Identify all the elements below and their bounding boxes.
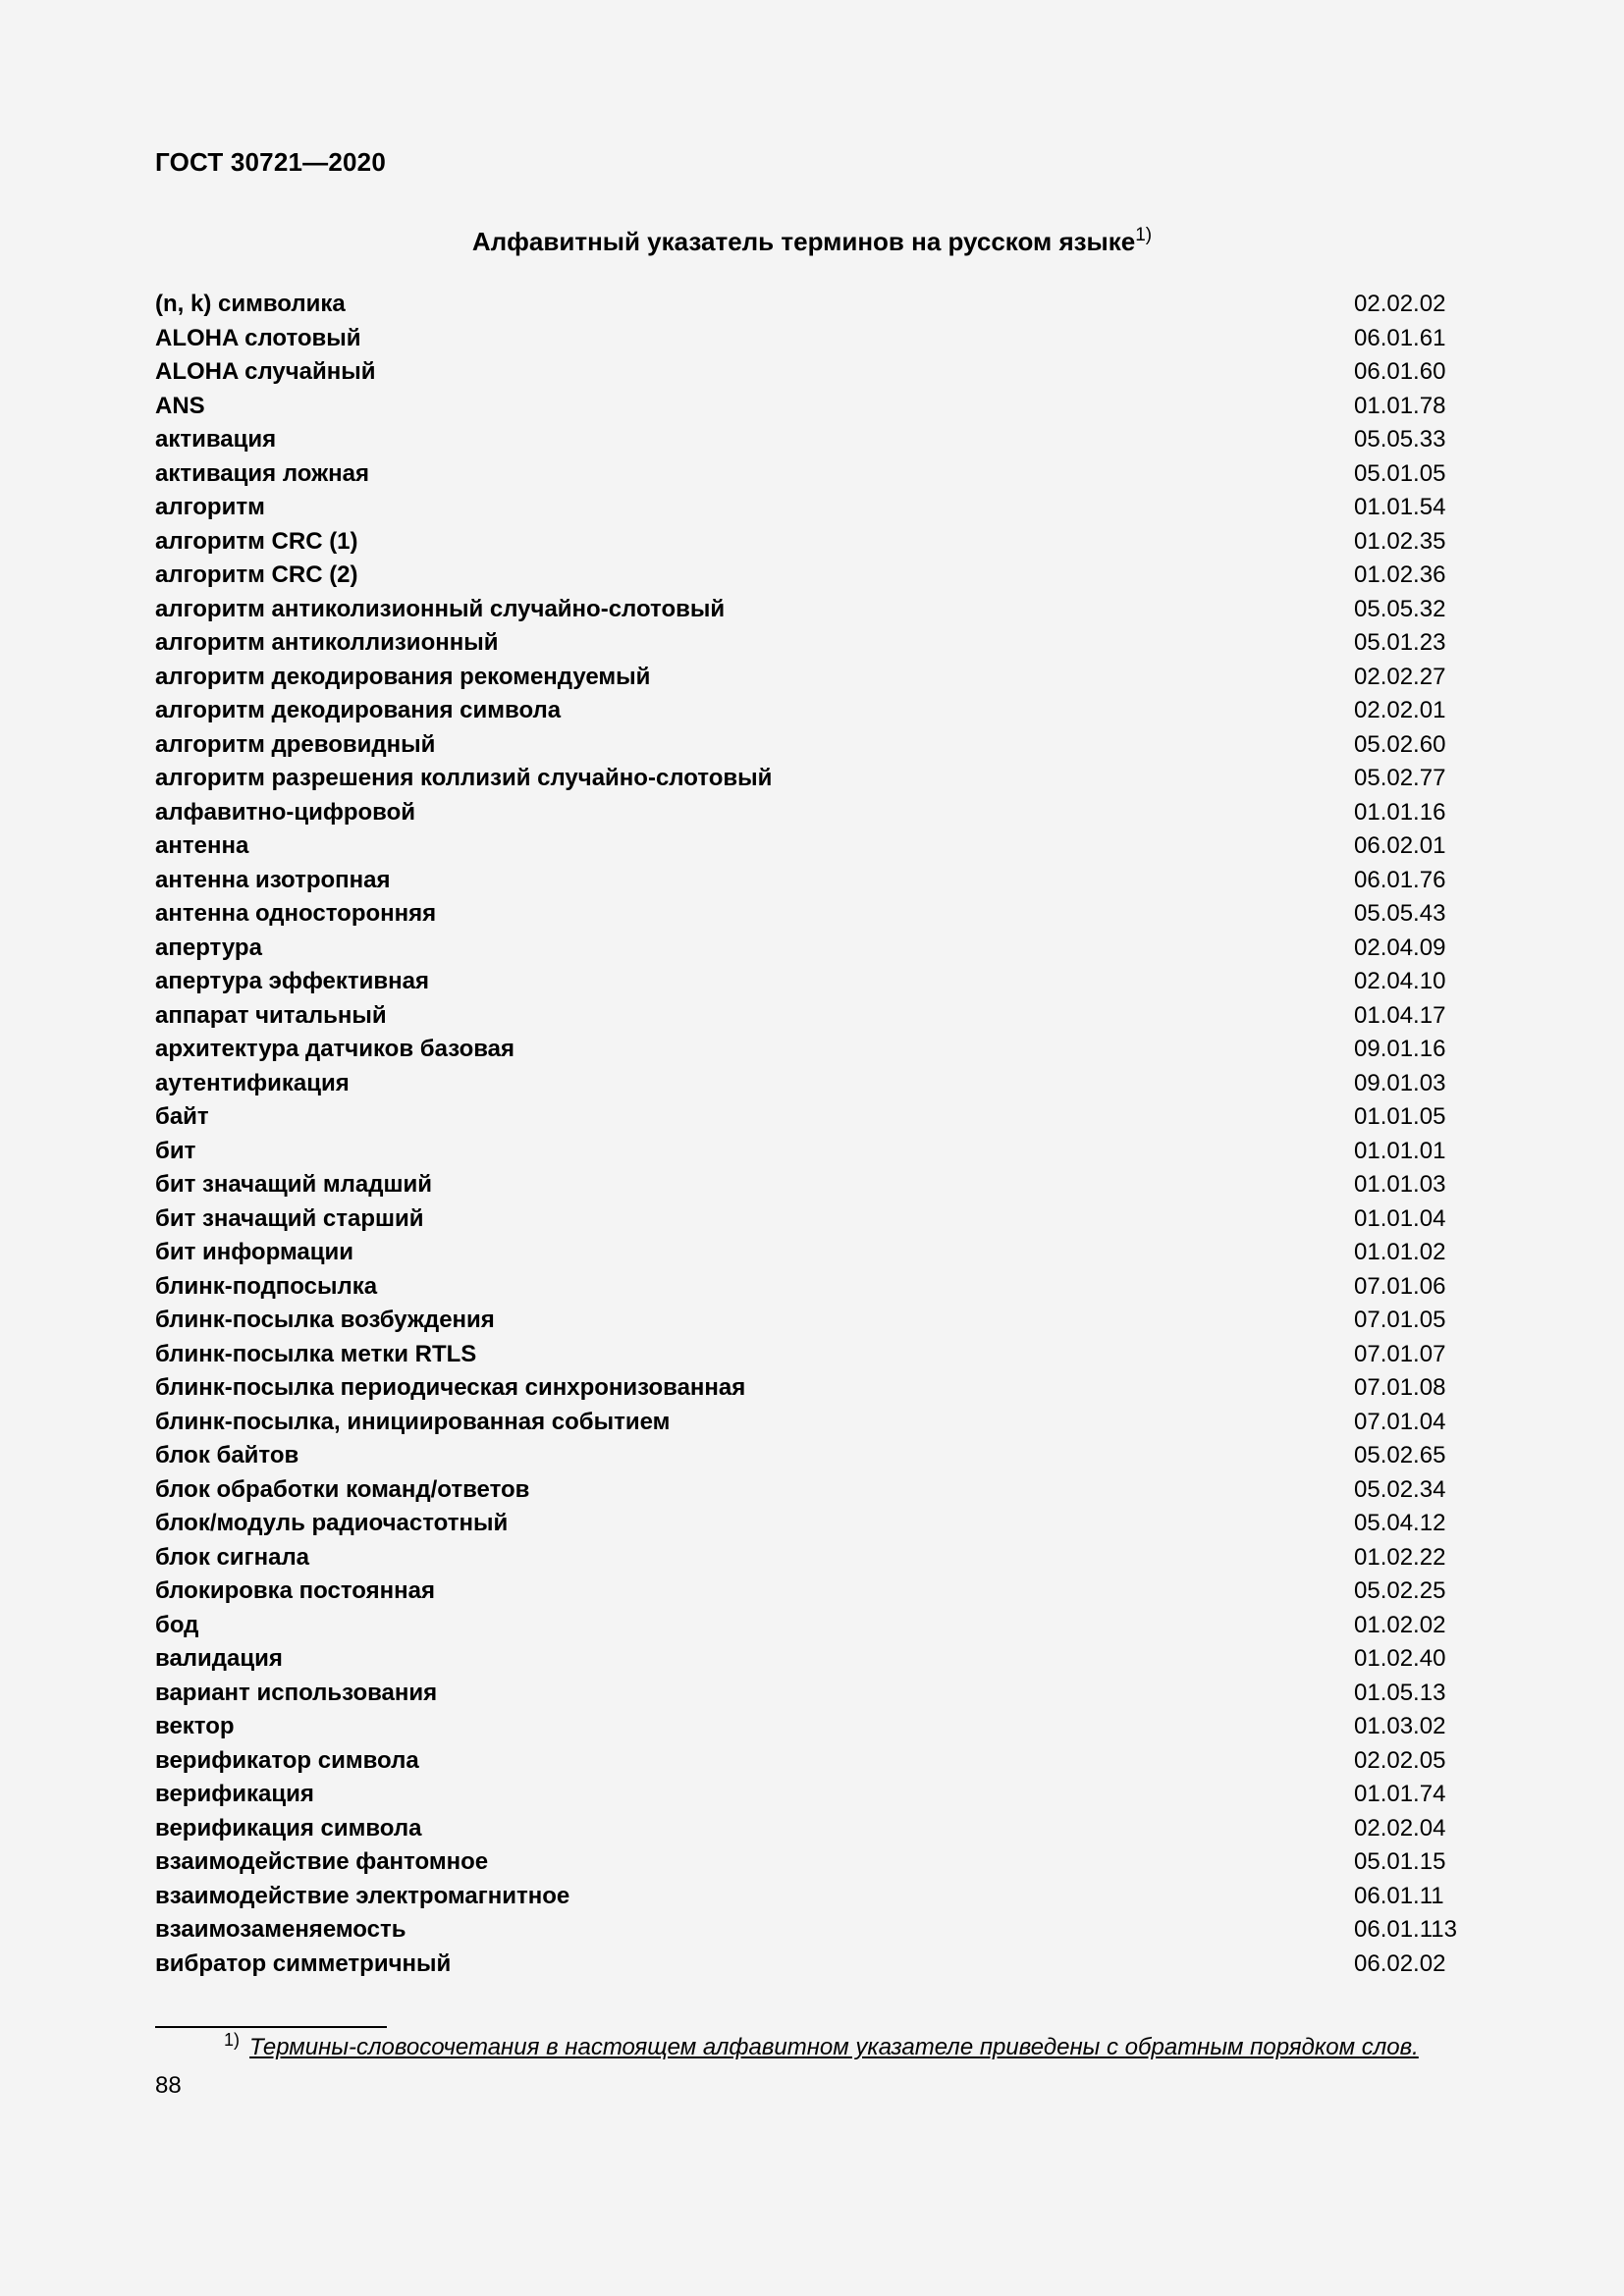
term-code: 01.01.78 (1354, 392, 1446, 419)
term-row (155, 1135, 1481, 1169)
term-code: 05.05.32 (1354, 595, 1446, 622)
term-row (155, 1304, 1481, 1338)
term-code: 05.01.23 (1354, 629, 1446, 656)
term-code: 05.01.15 (1354, 1848, 1446, 1875)
term-name: вектор (155, 1713, 235, 1739)
term-row (155, 796, 1481, 830)
term-name: алгоритм декодирования рекомендуемый (155, 663, 651, 690)
term-row (155, 1845, 1481, 1880)
term-row (155, 1744, 1481, 1779)
term-name: блок/модуль радиочастотный (155, 1510, 509, 1536)
term-row (155, 457, 1481, 492)
footnote-text: Термины-словосочетания в настоящем алфавитном указателе приведены с обратным порядком слов. (249, 2034, 1419, 2060)
term-name: блок обработки команд/ответов (155, 1475, 530, 1503)
term-row (155, 355, 1481, 390)
term-row (155, 1168, 1481, 1202)
term-code: 01.01.74 (1354, 1781, 1446, 1807)
term-code: 09.01.16 (1354, 1036, 1446, 1062)
term-code: 02.02.27 (1354, 663, 1446, 690)
term-name: валидация (155, 1645, 283, 1672)
term-row (155, 1473, 1481, 1508)
term-name: алгоритм CRC (2) (155, 561, 358, 588)
term-row (155, 626, 1481, 661)
term-row (155, 829, 1481, 864)
term-name: бит значащий старший (155, 1204, 424, 1232)
term-name: алгоритм декодирования символа (155, 697, 562, 723)
term-row (155, 1439, 1481, 1473)
index-title-text: Алфавитный указатель терминов на русском языке (471, 227, 1136, 256)
term-name: антенна (155, 832, 249, 859)
term-row (155, 1913, 1481, 1948)
term-name: бит значащий младший (155, 1171, 432, 1198)
footnote (224, 2030, 1419, 2061)
term-row (155, 1778, 1481, 1812)
term-code: 06.01.76 (1354, 866, 1446, 893)
term-code: 06.01.61 (1354, 324, 1446, 351)
term-row (155, 728, 1481, 763)
term-name: взаимодействие фантомное (155, 1848, 489, 1875)
term-row (155, 694, 1481, 728)
term-code: 05.01.05 (1354, 459, 1446, 487)
term-name: алгоритм антиколизионный случайно-слотовый (155, 595, 726, 622)
page-number: 88 (155, 2072, 182, 2099)
term-code: 07.01.05 (1354, 1307, 1446, 1333)
term-code: 05.02.77 (1354, 765, 1446, 791)
term-name: алгоритм CRC (1) (155, 527, 358, 555)
term-row (155, 1677, 1481, 1711)
term-name: архитектура датчиков базовая (155, 1036, 515, 1062)
term-name: алфавитно-цифровой (155, 798, 416, 826)
term-code: 07.01.06 (1354, 1272, 1446, 1300)
term-index-list (155, 288, 1481, 1981)
term-name: антенна односторонняя (155, 900, 437, 927)
term-row (155, 1609, 1481, 1643)
term-code: 05.04.12 (1354, 1510, 1446, 1536)
term-row (155, 1033, 1481, 1067)
term-code: 07.01.07 (1354, 1340, 1446, 1367)
title-footnote-mark: 1) (1135, 225, 1153, 245)
term-code: 01.05.13 (1354, 1679, 1446, 1706)
term-name: алгоритм антиколлизионный (155, 629, 499, 656)
term-code: 06.01.113 (1354, 1916, 1457, 1943)
term-name: взаимозаменяемость (155, 1916, 406, 1943)
term-name: (n, k) символика (155, 291, 346, 317)
term-row (155, 1270, 1481, 1305)
term-row (155, 322, 1481, 356)
term-name: верификация (155, 1781, 314, 1807)
term-code: 02.02.05 (1354, 1746, 1446, 1774)
term-row (155, 1507, 1481, 1541)
term-row (155, 1067, 1481, 1101)
term-row (155, 661, 1481, 695)
term-row (155, 1406, 1481, 1440)
term-code: 05.02.25 (1354, 1577, 1446, 1604)
term-code: 02.02.04 (1354, 1814, 1446, 1842)
term-code: 07.01.04 (1354, 1408, 1446, 1435)
term-name: взаимодействие электромагнитное (155, 1882, 570, 1909)
term-row (155, 1880, 1481, 1914)
term-code: 05.02.65 (1354, 1442, 1446, 1468)
term-row (155, 1575, 1481, 1609)
term-code: 01.01.01 (1354, 1137, 1446, 1164)
term-row (155, 864, 1481, 898)
term-name: ANS (155, 392, 205, 419)
term-code: 01.02.35 (1354, 527, 1446, 555)
term-row (155, 1202, 1481, 1237)
term-name: блинк-подпосылка (155, 1272, 378, 1300)
term-code: 01.02.02 (1354, 1611, 1446, 1638)
term-row (155, 1338, 1481, 1372)
term-name: апертура (155, 934, 262, 961)
term-name: активация ложная (155, 459, 369, 487)
term-code: 09.01.03 (1354, 1069, 1446, 1096)
term-name: алгоритм разрешения коллизий случайно-слотовый (155, 765, 773, 791)
term-row (155, 593, 1481, 627)
term-name: верификатор символа (155, 1746, 419, 1774)
term-name: ALOHA случайный (155, 358, 376, 385)
term-row (155, 932, 1481, 966)
term-row (155, 491, 1481, 525)
document-header: ГОСТ 30721—2020 (155, 147, 386, 177)
term-name: антенна изотропная (155, 866, 391, 893)
term-name: байт (155, 1103, 209, 1130)
term-code: 05.02.60 (1354, 730, 1446, 758)
term-code: 01.02.40 (1354, 1645, 1446, 1672)
term-name: аутентификация (155, 1069, 350, 1096)
term-name: блок байтов (155, 1442, 299, 1468)
term-code: 02.02.01 (1354, 697, 1446, 723)
term-code: 06.01.60 (1354, 358, 1446, 385)
term-name: блинк-посылка метки RTLS (155, 1340, 477, 1367)
term-code: 02.04.10 (1354, 968, 1446, 994)
term-name: алгоритм древовидный (155, 730, 436, 758)
term-name: бит (155, 1137, 196, 1164)
term-row (155, 559, 1481, 593)
term-code: 01.01.03 (1354, 1171, 1446, 1198)
term-code: 01.03.02 (1354, 1713, 1446, 1739)
term-name: блинк-посылка периодическая синхронизованная (155, 1374, 746, 1401)
term-code: 05.05.33 (1354, 426, 1446, 453)
term-code: 05.05.43 (1354, 900, 1446, 927)
term-code: 02.04.09 (1354, 934, 1446, 961)
term-code: 01.01.16 (1354, 798, 1446, 826)
term-name: вариант использования (155, 1679, 438, 1706)
term-name: апертура эффективная (155, 968, 429, 994)
term-name: бит информации (155, 1239, 353, 1265)
term-code: 01.01.05 (1354, 1103, 1446, 1130)
term-name: ALOHA слотовый (155, 324, 361, 351)
term-row (155, 288, 1481, 322)
term-name: алгоритм (155, 494, 265, 520)
term-row (155, 1100, 1481, 1135)
term-row (155, 1812, 1481, 1846)
term-name: бод (155, 1611, 199, 1638)
term-code: 01.01.54 (1354, 494, 1446, 520)
term-name: блинк-посылка возбуждения (155, 1307, 495, 1333)
term-row (155, 1948, 1481, 1982)
term-row (155, 1371, 1481, 1406)
term-name: блокировка постоянная (155, 1577, 435, 1604)
term-name: блинк-посылка, инициированная событием (155, 1408, 671, 1435)
term-row (155, 390, 1481, 424)
term-code: 01.01.04 (1354, 1204, 1446, 1232)
term-row (155, 999, 1481, 1034)
term-name: верификация символа (155, 1814, 422, 1842)
term-code: 01.04.17 (1354, 1001, 1446, 1029)
term-code: 06.01.11 (1354, 1882, 1444, 1909)
term-row (155, 1541, 1481, 1575)
term-code: 06.02.01 (1354, 832, 1446, 859)
footnote-divider (155, 2026, 387, 2028)
term-row (155, 897, 1481, 932)
term-code: 01.02.22 (1354, 1543, 1446, 1571)
term-code: 07.01.08 (1354, 1374, 1446, 1401)
term-row (155, 1236, 1481, 1270)
term-code: 02.02.02 (1354, 291, 1446, 317)
term-code: 01.02.36 (1354, 561, 1446, 588)
term-row (155, 965, 1481, 999)
term-code: 05.02.34 (1354, 1475, 1446, 1503)
term-name: блок сигнала (155, 1543, 310, 1571)
term-name: активация (155, 426, 277, 453)
term-row (155, 525, 1481, 560)
term-code: 01.01.02 (1354, 1239, 1446, 1265)
term-name: аппарат читальный (155, 1001, 387, 1029)
term-row (155, 423, 1481, 457)
footnote-mark: 1) (224, 2030, 241, 2050)
term-code: 06.02.02 (1354, 1949, 1446, 1977)
index-title (0, 225, 1624, 257)
term-row (155, 762, 1481, 796)
term-row (155, 1710, 1481, 1744)
term-name: вибратор симметричный (155, 1949, 452, 1977)
term-row (155, 1642, 1481, 1677)
